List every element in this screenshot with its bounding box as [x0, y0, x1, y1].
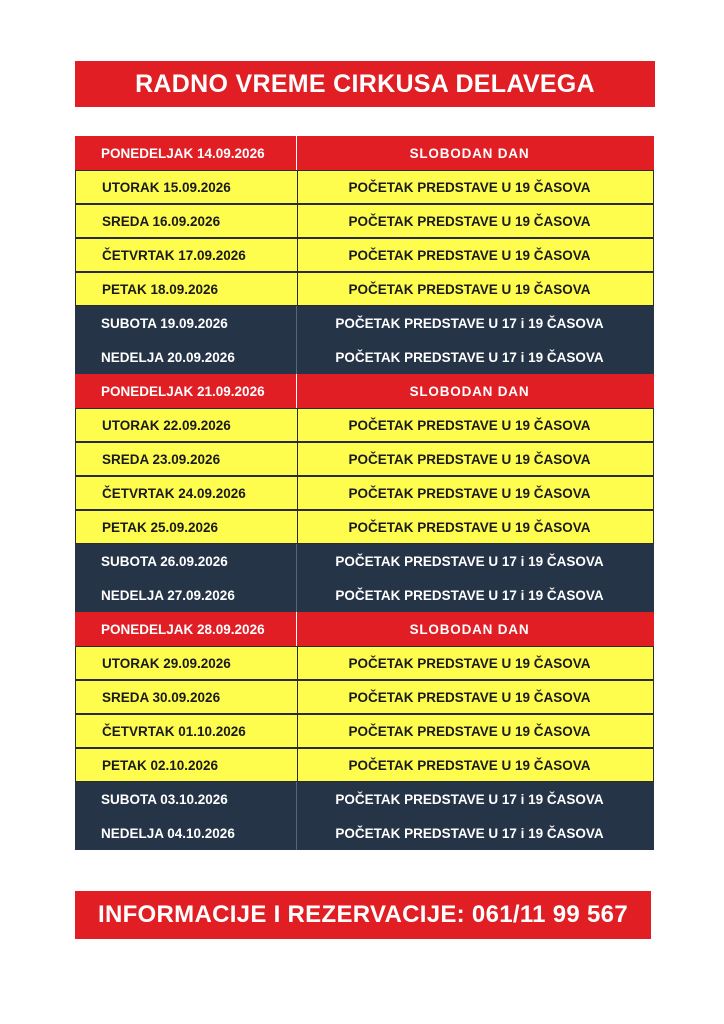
schedule-row	[75, 476, 654, 510]
schedule-row	[75, 578, 654, 612]
day-cell: SUBOTA 03.10.2026	[75, 782, 297, 816]
schedule-row	[75, 442, 654, 476]
info-cell: POČETAK PREDSTAVE U 19 ČASOVA	[348, 485, 591, 501]
schedule-row	[75, 544, 654, 578]
day-cell: ČETVRTAK 24.09.2026	[76, 477, 298, 509]
day-cell: UTORAK 29.09.2026	[76, 647, 298, 679]
day-cell: ČETVRTAK 17.09.2026	[76, 239, 298, 271]
day-cell: UTORAK 15.09.2026	[76, 171, 298, 203]
info-cell: POČETAK PREDSTAVE U 19 ČASOVA	[348, 281, 591, 297]
day-cell: NEDELJA 04.10.2026	[75, 816, 297, 850]
day-cell: PETAK 02.10.2026	[76, 749, 298, 781]
contact-banner: INFORMACIJE I REZERVACIJE: 061/11 99 567	[75, 891, 651, 939]
info-cell: POČETAK PREDSTAVE U 19 ČASOVA	[348, 451, 591, 467]
day-cell: SREDA 16.09.2026	[76, 205, 298, 237]
info-cell: POČETAK PREDSTAVE U 19 ČASOVA	[348, 655, 591, 671]
schedule-row	[75, 782, 654, 816]
info-cell: POČETAK PREDSTAVE U 19 ČASOVA	[348, 247, 591, 263]
schedule-row	[75, 136, 654, 170]
day-cell: PONEDELJAK 21.09.2026	[75, 374, 297, 408]
info-cell: SLOBODAN DAN	[409, 145, 530, 161]
day-cell: NEDELJA 20.09.2026	[75, 340, 297, 374]
schedule-row	[75, 612, 654, 646]
day-cell: PONEDELJAK 14.09.2026	[75, 136, 297, 170]
info-cell: POČETAK PREDSTAVE U 19 ČASOVA	[348, 179, 591, 195]
info-cell: POČETAK PREDSTAVE U 19 ČASOVA	[348, 519, 591, 535]
day-cell: UTORAK 22.09.2026	[76, 409, 298, 441]
info-cell: POČETAK PREDSTAVE U 17 i 19 ČASOVA	[335, 791, 604, 807]
day-cell: SUBOTA 26.09.2026	[75, 544, 297, 578]
info-cell: SLOBODAN DAN	[409, 383, 530, 399]
schedule-row	[75, 646, 654, 680]
info-cell: SLOBODAN DAN	[409, 621, 530, 637]
schedule-row	[75, 238, 654, 272]
day-cell: SREDA 23.09.2026	[76, 443, 298, 475]
info-cell: POČETAK PREDSTAVE U 19 ČASOVA	[348, 213, 591, 229]
schedule-row	[75, 748, 654, 782]
schedule-row	[75, 408, 654, 442]
day-cell: NEDELJA 27.09.2026	[75, 578, 297, 612]
info-cell: POČETAK PREDSTAVE U 17 i 19 ČASOVA	[335, 315, 604, 331]
schedule-row	[75, 340, 654, 374]
info-cell: POČETAK PREDSTAVE U 19 ČASOVA	[348, 417, 591, 433]
day-cell: SUBOTA 19.09.2026	[75, 306, 297, 340]
schedule-row	[75, 680, 654, 714]
schedule-row	[75, 204, 654, 238]
schedule-row	[75, 272, 654, 306]
day-cell: PONEDELJAK 28.09.2026	[75, 612, 297, 646]
info-cell: POČETAK PREDSTAVE U 17 i 19 ČASOVA	[335, 553, 604, 569]
day-cell: PETAK 25.09.2026	[76, 511, 298, 543]
info-cell: POČETAK PREDSTAVE U 19 ČASOVA	[348, 723, 591, 739]
info-cell: POČETAK PREDSTAVE U 19 ČASOVA	[348, 689, 591, 705]
schedule-row	[75, 170, 654, 204]
info-cell: POČETAK PREDSTAVE U 19 ČASOVA	[348, 757, 591, 773]
page-title: RADNO VREME CIRKUSA DELAVEGA	[75, 61, 655, 107]
info-cell: POČETAK PREDSTAVE U 17 i 19 ČASOVA	[335, 825, 604, 841]
info-cell: POČETAK PREDSTAVE U 17 i 19 ČASOVA	[335, 349, 604, 365]
day-cell: PETAK 18.09.2026	[76, 273, 298, 305]
schedule-row	[75, 714, 654, 748]
schedule-row	[75, 306, 654, 340]
day-cell: SREDA 30.09.2026	[76, 681, 298, 713]
day-cell: ČETVRTAK 01.10.2026	[76, 715, 298, 747]
schedule-table	[75, 136, 654, 850]
schedule-row	[75, 816, 654, 850]
info-cell: POČETAK PREDSTAVE U 17 i 19 ČASOVA	[335, 587, 604, 603]
schedule-row	[75, 374, 654, 408]
schedule-row	[75, 510, 654, 544]
